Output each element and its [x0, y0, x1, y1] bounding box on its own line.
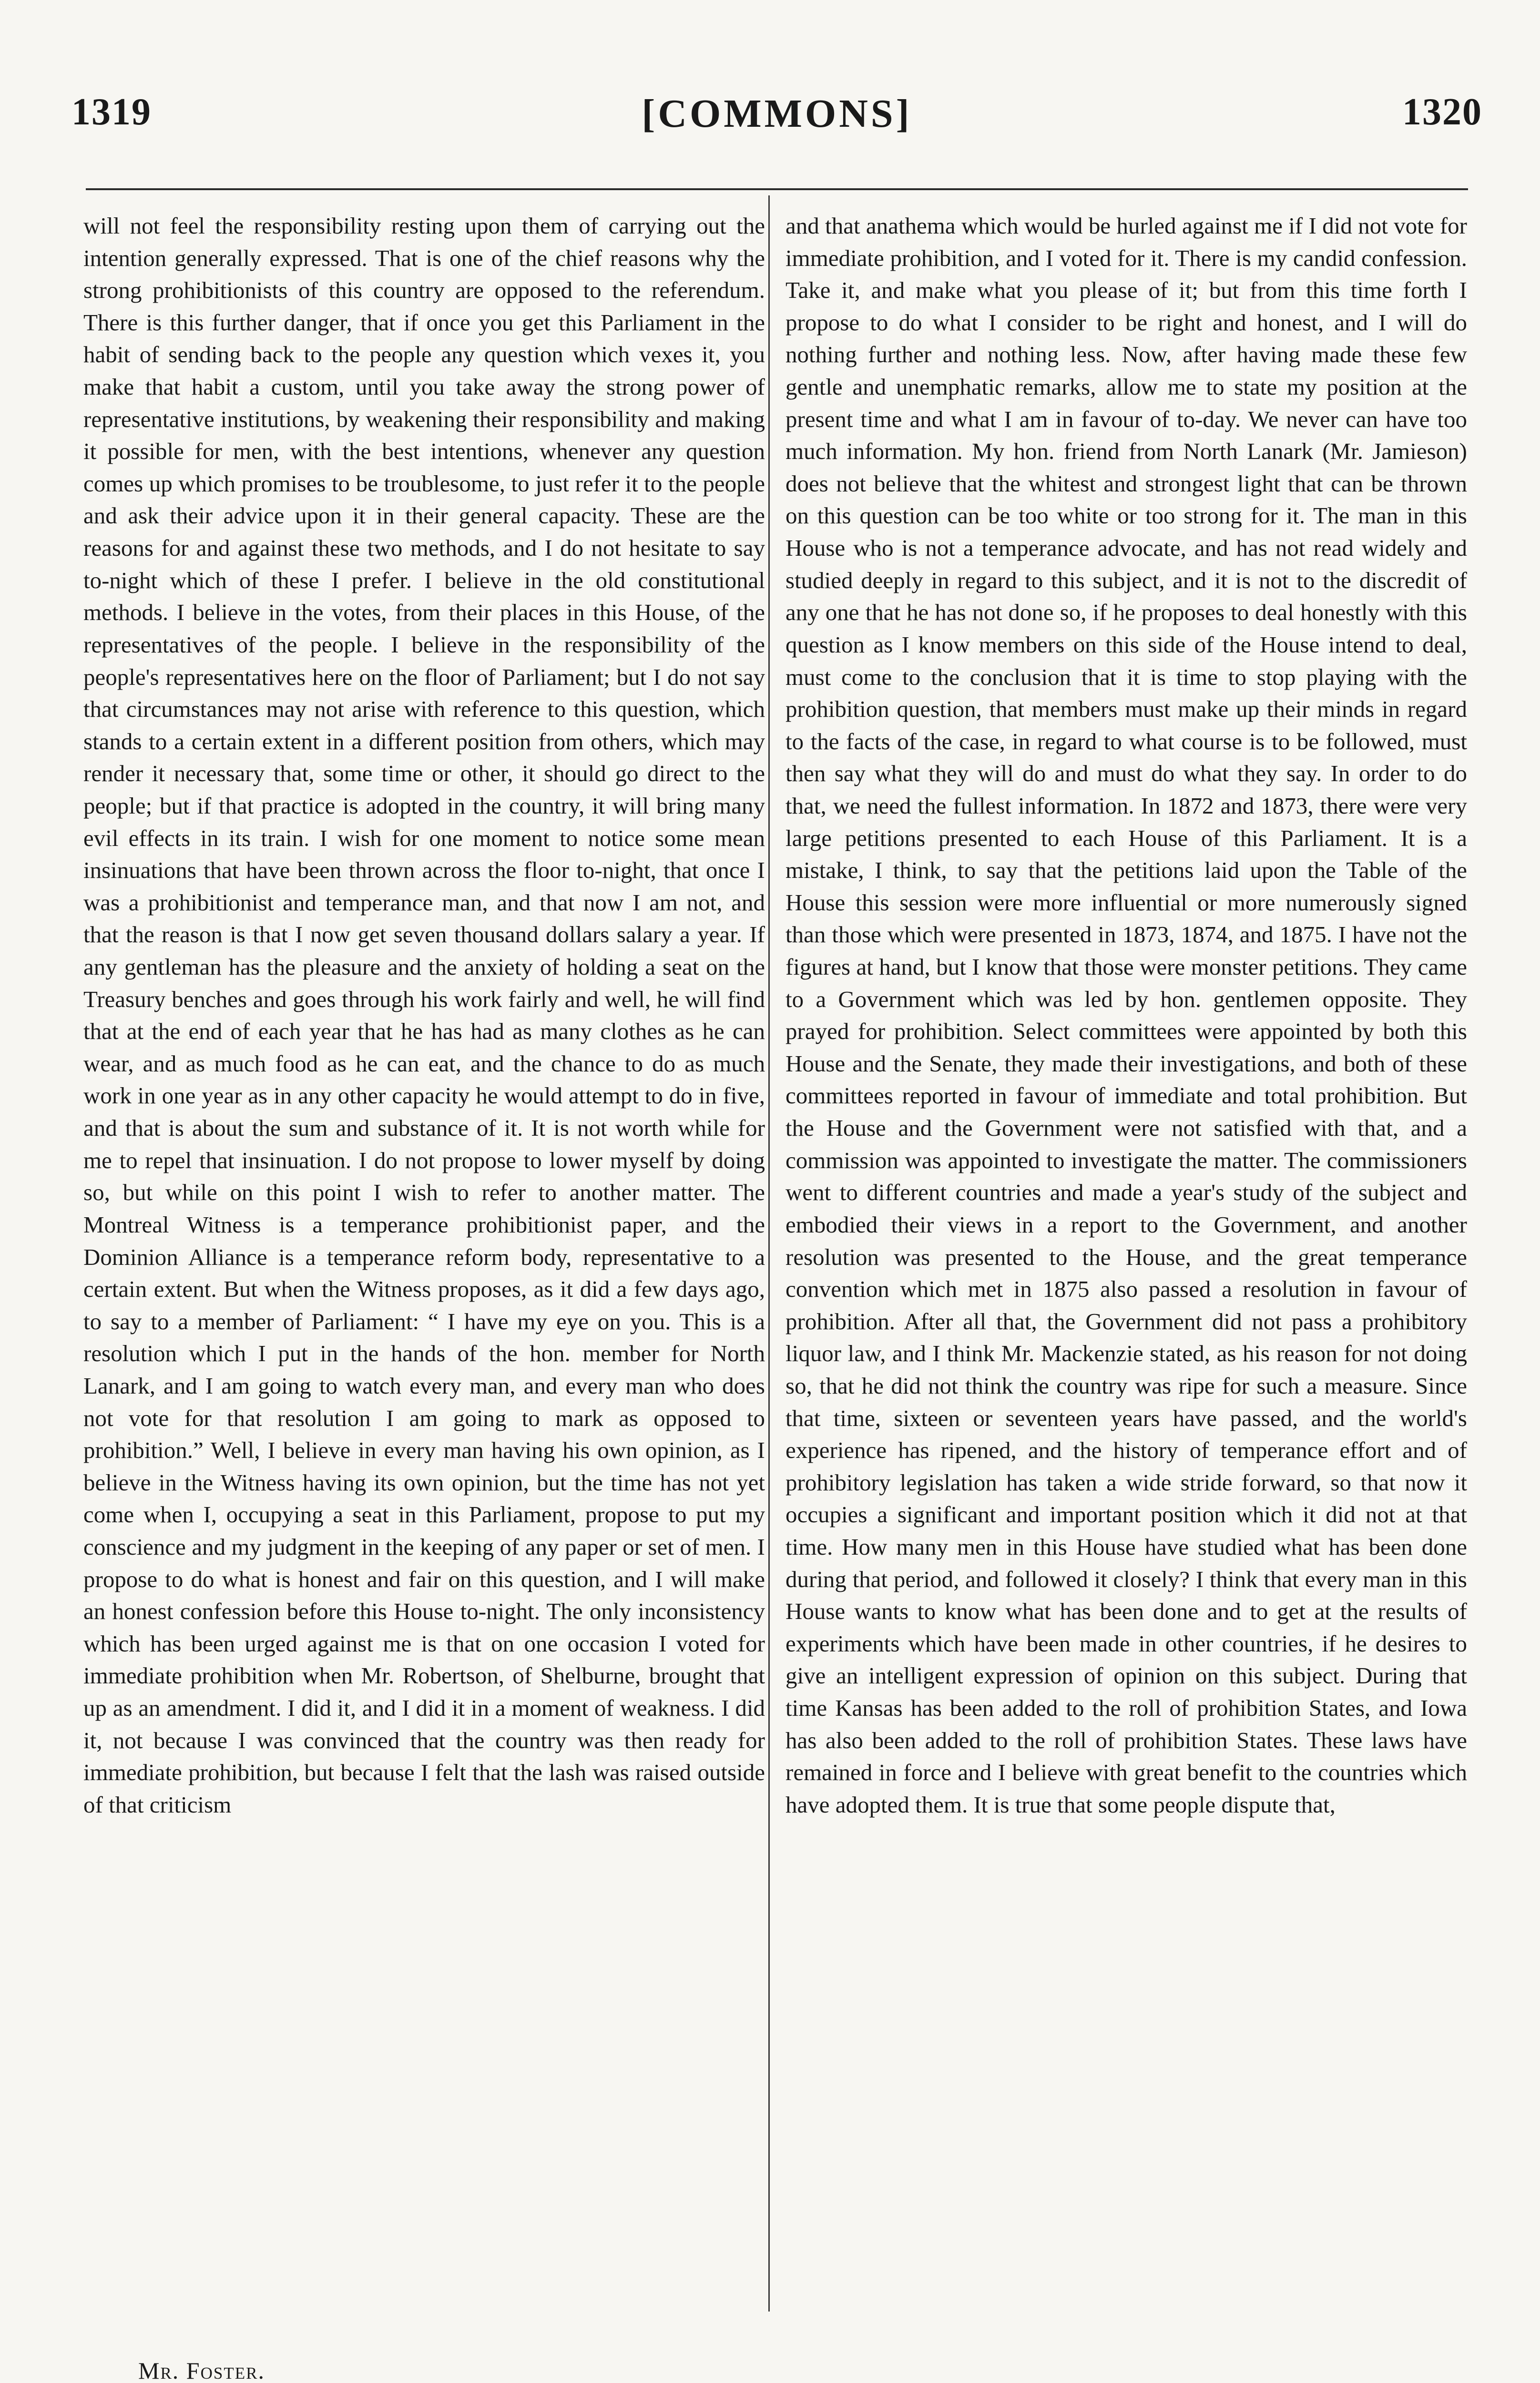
column-divider	[768, 195, 770, 2312]
speaker-name: Mr. Foster.	[138, 2357, 265, 2383]
page-number-left: 1319	[71, 91, 152, 133]
page-number-right: 1320	[1402, 91, 1482, 133]
right-column-text: and that anathema which would be hurled against me if I did not vote for immediate prohibition, and I voted for it. There is my candid confession. Take it, and make what you please of it; but from this time forth I propose to do what I consider to be right and honest, and I will do nothing further and nothing less. Now, after having made these few gentle and unemphatic remarks, allow me to state my position at the present time and what I am in favour of to-day. We never can have too much information. My hon. friend from North Lanark (Mr. Jamieson) does not believe that the whitest and strongest light that can be thrown on this question can be too white or too strong for it. The man in this House who is not a temperance advocate, and has not read widely and studied deeply in regard to this subject, and it is not to the discredit of any one that he has not done so, if he proposes to deal honestly with this question as I know members on this side of the House intend to deal, must come to the conclusion that it is time to stop playing with the prohibition question, that members must make up their minds in regard to the facts of the case, in regard to what course is to be followed, must then say what they will do and must do what they say. In order to do that, we need the fullest information. In 1872 and 1873, there were very large petitions presented to each House of this Parliament. It is a mistake, I think, to say that the petitions laid upon the Table of the House this session were more influential or more numerously signed than those which were presented in 1873, 1874, and 1875. I have not the figures at hand, but I know that those were monster petitions. They came to a Government which was led by hon. gentlemen opposite. They prayed for prohibition. Select committees were appointed by both this House and the Senate, they made their investigations, and both of these committees reported in favour of immediate and total prohibition. But the House and the Government were not satisfied with that, and a commission was appointed to investigate the matter. The commissioners went to different countries and made a year's study of the subject and embodied their views in a report to the Government, and another resolution was presented to the House, and the great temperance convention which met in 1875 also passed a resolution in favour of prohibition. After all that, the Government did not pass a prohibitory liquor law, and I think Mr. Mackenzie stated, as his reason for not doing so, that he did not think the country was ripe for such a measure. Since that time, sixteen or seventeen years have passed, and the world's experience has ripened, and the history of temperance effort and of prohibitory legislation has taken a wide stride forward, so that now it occupies a significant and important position which it did not at that time. How many men in this House have studied what has been done during that period, and followed it closely? I think that every man in this House wants to know what has been done and to get at the results of experiments which have been made in other countries, if he desires to give an intelligent expression of opinion on this subject. During that time Kansas has been added to the roll of prohibition States, and Iowa has also been added to the roll of prohibition States. These laws have remained in force and I believe with great benefit to the countries which have adopted them. It is true that some people dispute that,	[785, 213, 1467, 1818]
left-column	[83, 210, 765, 1821]
right-column	[785, 210, 1467, 1821]
section-title: [COMMONS]	[642, 92, 912, 136]
speaker-tag	[138, 2357, 265, 2383]
left-column-text: will not feel the responsibility resting upon them of carrying out the intention generally expressed. That is one of the chief reasons why the strong prohibitionists of this country are opposed to the referendum. There is this further danger, that if once you get this Parliament in the habit of sending back to the people any question which vexes it, you make that habit a custom, until you take away the strong power of representative institutions, by weakening their responsibility and making it possible for men, with the best intentions, whenever any question comes up which promises to be troublesome, to just refer it to the people and ask their advice upon it in their general capacity. These are the reasons for and against these two methods, and I do not hesitate to say to-night which of these I prefer. I believe in the old constitutional methods. I believe in the votes, from their places in this House, of the representatives of the people. I believe in the responsibility of the people's representatives here on the floor of Parliament; but I do not say that circumstances may not arise with reference to this question, which stands to a certain extent in a different position from others, which may render it necessary that, some time or other, it should go direct to the people; but if that practice is adopted in the country, it will bring many evil effects in its train. I wish for one moment to notice some mean insinuations that have been thrown across the floor to-night, that once I was a prohibitionist and temperance man, and that now I am not, and that the reason is that I now get seven thousand dollars salary a year. If any gentleman has the pleasure and the anxiety of holding a seat on the Treasury benches and goes through his work fairly and well, he will find that at the end of each year that he has had as many clothes as he can wear, and as much food as he can eat, and the chance to do as much work in one year as in any other capacity he would attempt to do in five, and that is about the sum and substance of it. It is not worth while for me to repel that insinuation. I do not propose to lower myself by doing so, but while on this point I wish to refer to another matter. The Montreal Witness is a temperance prohibitionist paper, and the Dominion Alliance is a temperance reform body, representative to a certain extent. But when the Witness proposes, as it did a few days ago, to say to a member of Parliament: “ I have my eye on you. This is a resolution which I put in the hands of the hon. member for North Lanark, and I am going to watch every man, and every man who does not vote for that resolution I am going to mark as opposed to prohibition.” Well, I believe in every man having his own opinion, as I believe in the Witness having its own opinion, but the time has not yet come when I, occupying a seat in this Parliament, propose to put my conscience and my judgment in the keeping of any paper or set of men. I propose to do what is honest and fair on this question, and I will make an honest confession before this House to-night. The only inconsistency which has been urged against me is that on one occasion I voted for immediate prohibition when Mr. Robertson, of Shelburne, brought that up as an amendment. I did it, and I did it in a moment of weakness. I did it, not because I was convinced that the country was then ready for immediate prohibition, but because I felt that the lash was raised outside of that criticism	[83, 213, 765, 1818]
header-rule	[86, 188, 1468, 190]
page-header	[71, 91, 1482, 148]
